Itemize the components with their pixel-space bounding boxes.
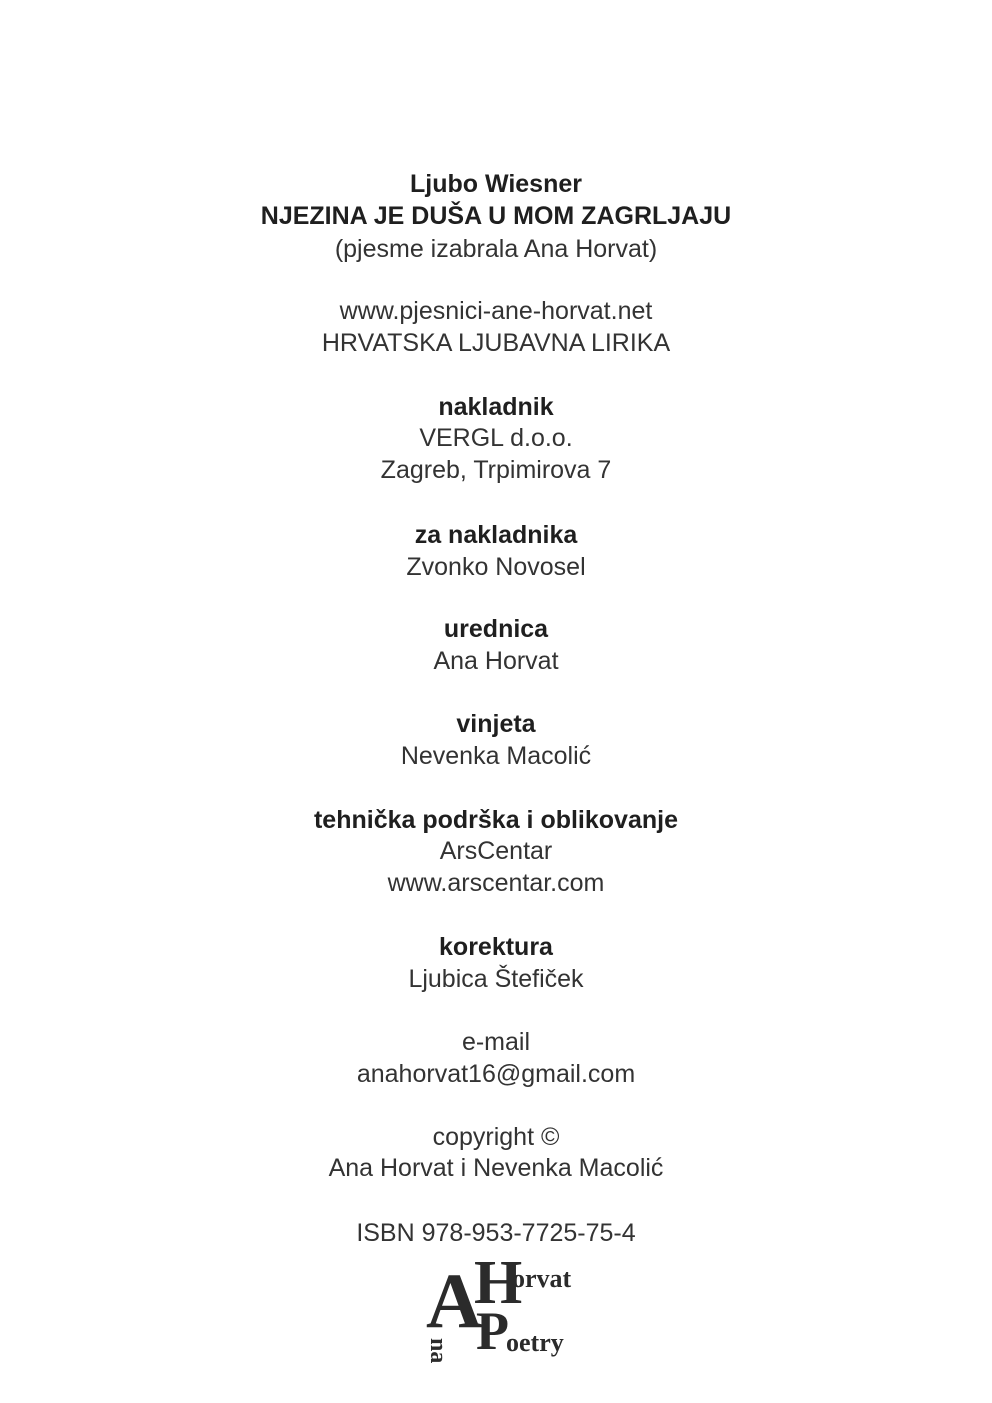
book-author: Ljubo Wiesner [409,170,582,198]
logo-letter-h: H [474,1249,523,1317]
tech-support-url: www.arscentar.com [387,869,605,897]
editor-label: urednica [443,615,549,643]
for-publisher-name: Zvonko Novosel [406,553,586,581]
logo-word-oetry: oetry [506,1328,564,1357]
tech-support-name: ArsCentar [439,837,553,865]
website-link: www.pjesnici-ane-horvat.net [339,297,653,325]
copyright-holders: Ana Horvat i Nevenka Macolić [328,1154,664,1182]
isbn: ISBN 978-953-7725-75-4 [356,1219,636,1247]
email-address: anahorvat16@gmail.com [356,1060,636,1088]
series-name: HRVATSKA LJUBAVNA LIRIKA [321,329,671,357]
book-title: NJEZINA JE DUŠA U MOM ZAGRLJAJU [260,202,732,230]
editor-name: Ana Horvat [433,647,559,675]
logo-letter-a: A [426,1257,483,1344]
logo-letter-p: P [476,1301,509,1361]
logo-word-na: na [425,1338,451,1364]
for-publisher-label: za nakladnika [414,521,578,549]
book-subtitle: (pjesme izabrala Ana Horvat) [334,235,658,263]
copyright-label: copyright © [432,1123,560,1151]
email-label: e-mail [461,1028,531,1056]
logo-word-orvat: orvat [512,1264,572,1293]
tech-support-label: tehnička podrška i oblikovanje [313,806,678,834]
publisher-name: VERGL d.o.o. [419,424,573,452]
proofreading-name: Ljubica Štefiček [408,965,584,993]
proofreading-label: korektura [439,933,553,961]
vignette-name: Nevenka Macolić [400,742,592,770]
ana-horvat-poetry-logo [420,1249,590,1378]
publisher-address: Zagreb, Trpimirova 7 [380,456,612,484]
publisher-label: nakladnik [438,393,554,421]
vignette-label: vinjeta [456,710,536,738]
